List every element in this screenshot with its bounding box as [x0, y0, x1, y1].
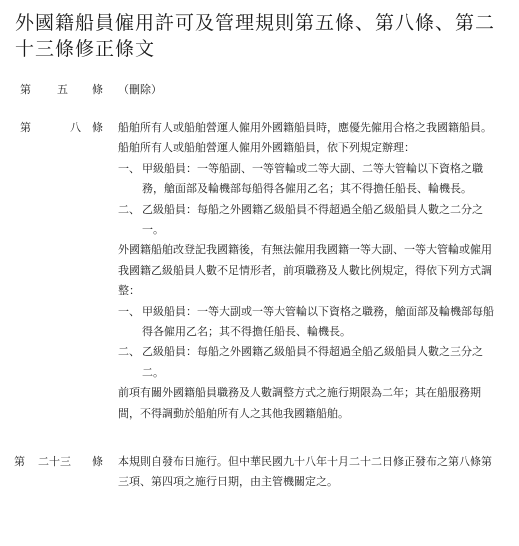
- article-label-prefix: 第: [20, 83, 31, 96]
- article-5-text: （刪除）: [118, 83, 162, 96]
- article-label-suffix: 條: [92, 83, 103, 96]
- article-8-paragraph-1: 船舶所有人或船舶營運人僱用外國籍船員時，應優先僱用合格之我國籍船員。: [118, 121, 492, 134]
- article-23-text: 本規則自發布日施行。但中華民國九十八年十月二十二日修正發布之第八條第三項、第四項之施行日期，由主管機關定之。: [118, 455, 492, 489]
- list-item-text: 乙級船員：每船之外國籍乙級船員不得超過全船乙級船員人數之二分之一。: [142, 202, 483, 237]
- list-item: [118, 342, 498, 383]
- article-label-suffix: 條: [92, 455, 103, 468]
- list-item-text: 乙級船員：每船之外國籍乙級船員不得超過全船乙級船員人數之三分之二。: [142, 345, 483, 379]
- list-item: [118, 302, 498, 343]
- article-label-prefix: 第: [14, 455, 25, 468]
- article-label-number: 二十三: [38, 455, 71, 468]
- list-item: [118, 159, 498, 200]
- article-8-paragraph-2: 船舶所有人或船舶營運人僱用外國籍船員，依下列規定辦理：: [118, 141, 415, 155]
- article-label-number: 八: [70, 121, 81, 134]
- article-8-body: [118, 118, 498, 424]
- list-item-marker: 一、: [118, 161, 140, 175]
- list-item-text: 甲級船員：一等大副或一等大管輪以下資格之職務，艙面部及輪機部每船得各僱用乙名；其不得擔任船長、輪機長。: [142, 304, 494, 339]
- list-item-text: 甲級船員：一等船副、一等管輪或二等大副、二等大管輪以下資格之職務，艙面部及輪機部每船得各僱用乙名；其不得擔任船長、輪機長。: [142, 161, 483, 196]
- document-title: 外國籍船員僱用許可及管理規則第五條、第八條、第二十三條修正條文: [15, 12, 496, 60]
- article-8-paragraph-3: 外國籍船舶改登記我國籍後，有無法僱用我國籍一等大副、一等大管輪或僱用我國籍乙級船員人數不足情形者，前項職務及人數比例規定，得依下列方式調整：: [118, 243, 492, 298]
- article-label-prefix: 第: [20, 121, 31, 134]
- list-item-marker: 二、: [118, 202, 140, 216]
- list-item-marker: 一、: [118, 304, 140, 318]
- list-item: [118, 200, 498, 241]
- article-label-number: 五: [57, 83, 68, 96]
- article-8-paragraph-4: 前項有關外國籍船員職務及人數調整方式之施行期限為二年；其在船服務期間，不得調動於船舶所有人之其他我國籍船舶。: [118, 386, 481, 420]
- list-item-marker: 二、: [118, 345, 140, 359]
- article-label-suffix: 條: [92, 121, 103, 134]
